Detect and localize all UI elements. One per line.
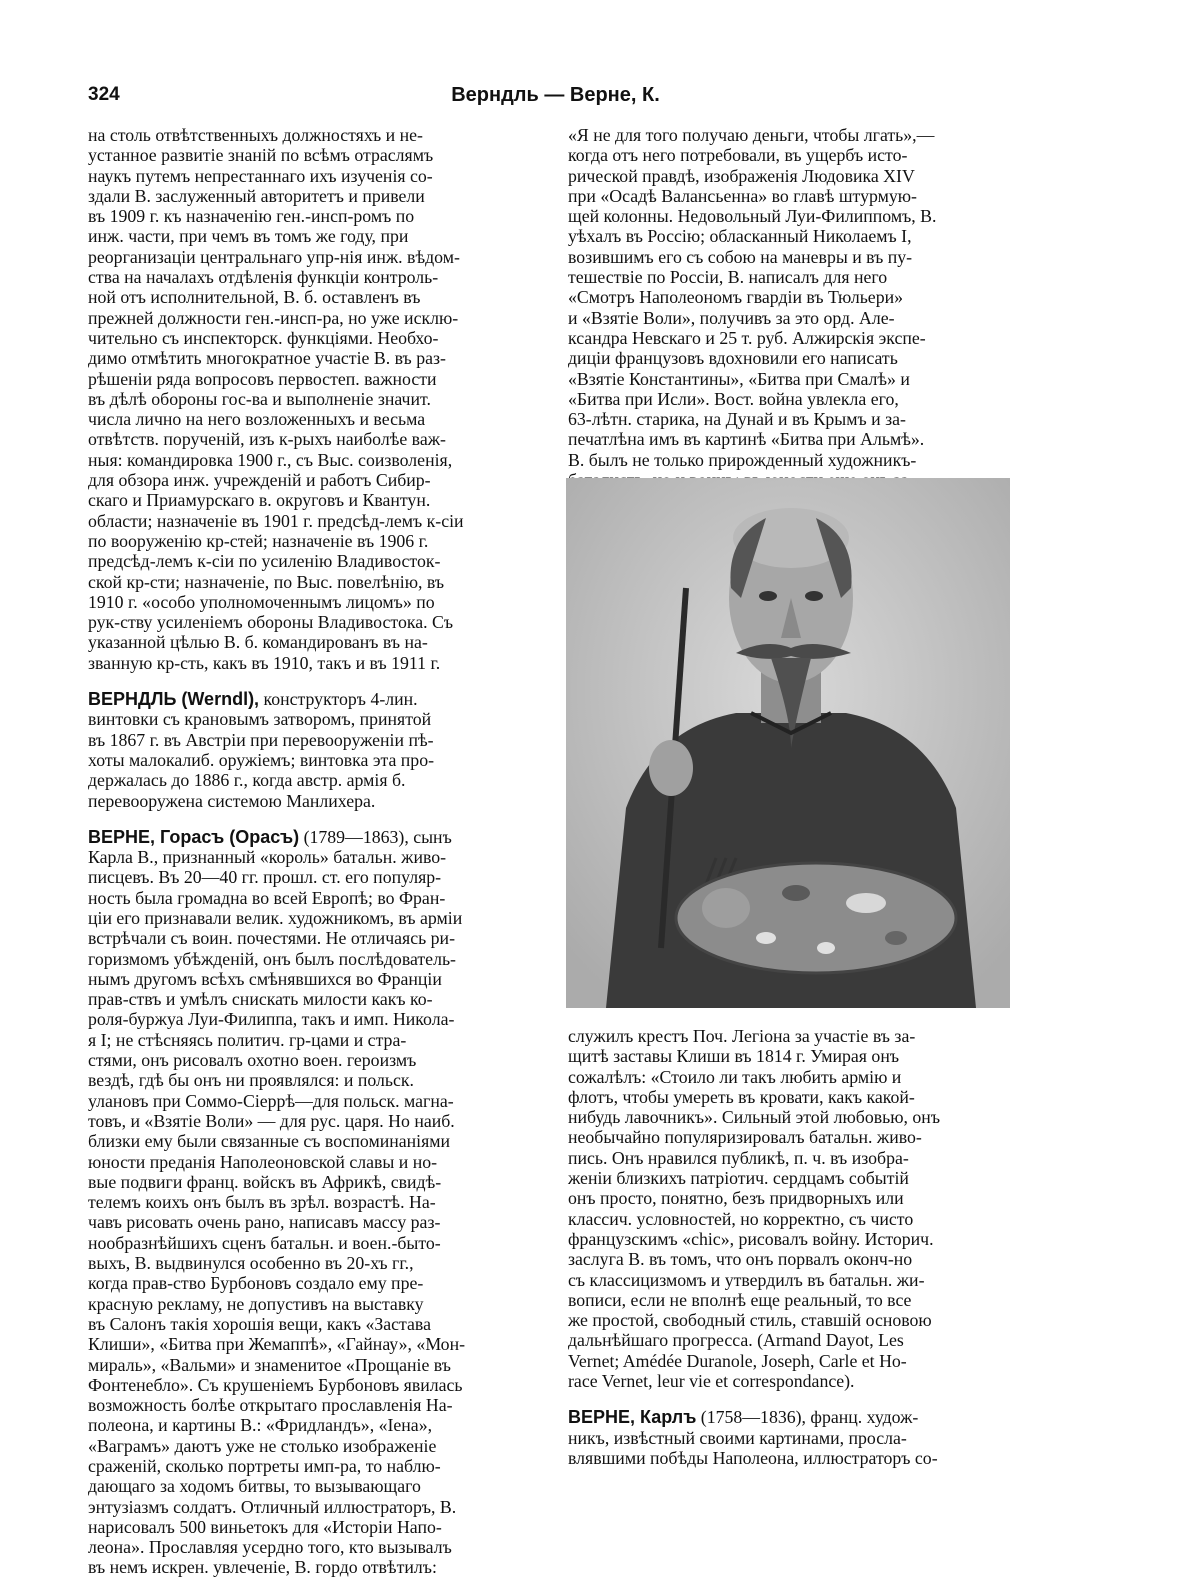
text-line: близки ему были связанные съ воспоминаніями <box>88 1131 451 1152</box>
text-line: когда отъ него потребовали, въ ущербъ исто- <box>568 145 908 166</box>
text-line: званную кр-сть, какъ въ 1910, такъ и въ 1911 г. <box>88 652 441 673</box>
text-line: димо отмѣтить многократное участіе В. въ раз- <box>88 348 446 369</box>
text-line: вописи, если не вполнѣ еще реальный, то все <box>568 1289 912 1310</box>
text-line: прав-ствъ и умѣлъ снискать милости какъ ко- <box>88 989 433 1010</box>
text-line: тешествіе по Россіи, В. написалъ для него <box>568 267 888 288</box>
text-line: чавъ рисовать очень рано, написавъ массу раз- <box>88 1212 441 1233</box>
text-line: здали В. заслуженный авторитетъ и привели <box>88 185 425 206</box>
text-line: леона». Прославляя усердно того, кто вызывалъ <box>88 1537 452 1558</box>
text-line: телемъ коихъ онъ былъ въ зрѣл. возрастѣ. На- <box>88 1192 436 1213</box>
text-line: «Смотръ Наполеономъ гвардіи въ Тюльери» <box>568 287 903 308</box>
text-line: устанное развитіе знаній по всѣмъ отраслямъ <box>88 145 434 166</box>
right-column-top <box>568 125 1023 490</box>
text-line: юности преданія Наполеоновской славы и но- <box>88 1151 438 1172</box>
text-line: возившимъ его съ собою на маневры и въ пу- <box>568 246 913 267</box>
text-line: реорганизаціи центральнаго упр-нія инж. вѣдом- <box>88 246 460 267</box>
text-line: горизмомъ убѣжденій, онъ былъ послѣдователь- <box>88 948 456 969</box>
text-line: щитѣ заставы Клиши въ 1814 г. Умирая онъ <box>568 1046 900 1067</box>
text-line: я I; не стѣсняясь политич. гр-цами и стра- <box>88 1029 407 1050</box>
text-line: для обзора инж. учрежденій и работъ Сибир- <box>88 470 431 491</box>
text-line: служилъ крестъ Поч. Легіона за участіе въ за- <box>568 1026 916 1046</box>
text-line: выхъ, В. выдвинулся особенно въ 20-хъ гг., <box>88 1253 414 1274</box>
text-line: ксандра Невскаго и 25 т. руб. Алжирскія экспе- <box>568 327 926 348</box>
text-line: при «Осадѣ Валансьенна» во главѣ штурмую- <box>568 185 917 206</box>
text-line: дающаго за ходомъ битвы, то вызывающаго <box>88 1476 421 1497</box>
text-line: «Я не для того получаю деньги, чтобы лгать»,— <box>568 125 935 145</box>
text-line: ской кр-сти; назначеніе, по Выс. повелѣнію, въ <box>88 571 445 592</box>
text-line: 63-лѣтн. старика, на Дунай и въ Крымъ и за- <box>568 409 906 430</box>
portrait-engraving-icon <box>566 478 1010 1008</box>
text-line: «Ваграмъ» даютъ уже не столько изображеніе <box>88 1435 437 1456</box>
text-line: необычайно популяризировалъ батальн. живо- <box>568 1127 922 1148</box>
text-line: сожалѣлъ: «Стоило ли такъ любить армію и <box>568 1066 902 1087</box>
text-line: дальнѣйшаго прогресса. (Armand Dayot, Les <box>568 1330 904 1351</box>
text-line: флотъ, чтобы умереть въ кровати, какъ какой- <box>568 1086 915 1107</box>
text-line: Клиши», «Битва при Жемаппѣ», «Гайнау», «Мон- <box>88 1334 466 1355</box>
text-line: въ дѣлѣ обороны гос-ва и выполненіе значит. <box>88 388 431 409</box>
running-head: Верндль — Верне, К. <box>451 84 660 106</box>
text-line: отвѣтств. порученій, изъ к-рыхъ наиболѣе важ- <box>88 429 446 450</box>
text-line: улановъ при Соммо-Сіеррѣ—для польск. магна- <box>88 1090 454 1111</box>
text-line: стями, онъ рисовалъ охотно воен. героизмъ <box>88 1050 417 1071</box>
text-line: области; назначеніе въ 1901 г. предсѣд-лемъ к-сіи <box>88 510 464 531</box>
text-line: энтузіазмъ солдатъ. Отличный иллюстраторъ, В. <box>88 1496 457 1517</box>
text-line: никъ, извѣстный своими картинами, просла- <box>568 1427 907 1448</box>
text-line: и «Взятіе Воли», получивъ за это орд. Але- <box>568 307 895 328</box>
text-line: перевооружена системою Манлихера. <box>88 790 376 811</box>
text-line: заслуга В. въ томъ, что онъ порвалъ оконч-но <box>568 1249 913 1270</box>
text-line: Vernet; Amédée Duranole, Joseph, Carle et Ho- <box>568 1350 907 1371</box>
text-line: уѣхалъ въ Россію; обласканный Николаемъ I, <box>568 226 912 247</box>
left-column <box>88 125 538 1578</box>
text-line: наукъ путемъ непрестаннаго ихъ изученія со- <box>88 165 433 186</box>
text-line: держалась до 1886 г., когда австр. армія б. <box>88 770 406 791</box>
text-line: французскимъ «chic», рисовалъ войну. Историч. <box>568 1228 934 1249</box>
text-line: Фонтенебло». Съ крушеніемъ Бурбоновъ явилась <box>88 1374 463 1395</box>
text-line: вые подвиги франц. войскъ въ Африкѣ, свидѣ- <box>88 1171 442 1192</box>
text-line: мираль», «Вальми» и знаменитое «Прощаніе въ <box>88 1354 451 1375</box>
text-line: ной отъ исполнительной, В. б. оставленъ въ <box>88 287 421 308</box>
entry-headword: ВЕРНДЛЬ (Werndl), <box>88 689 260 710</box>
text-line: предсѣд-лемъ к-сіи по усиленію Владивосток- <box>88 551 441 572</box>
entry-headword: ВЕРНЕ, Горасъ (Орасъ) <box>88 826 300 847</box>
text-line: сраженій, сколько портреты имп-ра, то наблю- <box>88 1456 441 1476</box>
text-line: пись. Онъ нравился публикѣ, п. ч. въ изобра- <box>568 1147 909 1168</box>
text-line: въ Салонъ такія хорошія вещи, какъ «Застава <box>88 1313 431 1334</box>
text-line: рѣшеніи ряда вопросовъ первостеп. важности <box>88 368 437 389</box>
paragraph-gap <box>568 1391 1023 1407</box>
text-line: хоты малокалиб. оружіемъ; винтовка эта про- <box>88 749 435 770</box>
text-line: же простой, свободный стиль, ставшій основою <box>568 1310 932 1331</box>
text-line: чительно съ инспекторск. функціями. Необхо- <box>88 327 439 348</box>
paragraph-gap <box>88 811 538 827</box>
text-line: съ классицизмомъ и утвердилъ въ батальн. жи- <box>568 1269 925 1290</box>
entry-first-line <box>88 689 538 709</box>
text-line: 1910 г. «особо уполномоченнымъ лицомъ» по <box>88 591 435 612</box>
text-line: влявшими побѣды Наполеона, иллюстраторъ со- <box>568 1447 938 1468</box>
text-line: въ 1909 г. къ назначенію ген.-инсп-ромъ по <box>88 206 415 227</box>
text-line: красную рекламу, не допустивъ на выставку <box>88 1293 424 1314</box>
text-line: вездѣ, гдѣ бы онъ ни проявлялся: и польск. <box>88 1070 414 1091</box>
page-number: 324 <box>88 84 120 105</box>
text-line: классич. условностей, но корректно, съ чисто <box>568 1208 914 1229</box>
text-line: печатлѣна имъ въ картинѣ «Битва при Альмѣ». <box>568 429 925 450</box>
text-line: онъ просто, понятно, безъ придворныхъ или <box>568 1188 904 1209</box>
text-line: Карла В., признанный «король» батальн. живо- <box>88 847 447 868</box>
text-line: на столь отвѣтственныхъ должностяхъ и не- <box>88 125 423 145</box>
text-line: роля-буржуа Луи-Филиппа, такъ и имп. Никола- <box>88 1009 455 1030</box>
text-line: race Vernet, leur vie et correspondance). <box>568 1371 855 1392</box>
text-line: скаго и Приамурскаго в. округовъ и Квантун. <box>88 490 431 511</box>
entry-headword: ВЕРНЕ, Карлъ <box>568 1407 697 1428</box>
entry-text: (1789—1863), сынъ <box>299 826 452 847</box>
text-line: инж. части, при чемъ въ томъ же году, при <box>88 226 409 247</box>
text-line: нарисовалъ 500 виньетокъ для «Исторіи Напо- <box>88 1516 442 1537</box>
text-line: рук-ству усиленіемъ обороны Владивостока. Съ <box>88 612 454 633</box>
page-header <box>88 84 1023 114</box>
entry-text: (1758—1836), франц. худож- <box>696 1407 919 1428</box>
text-line: «Битва при Исли». Вост. война увлекла его, <box>568 388 899 409</box>
entry-first-line <box>568 1407 1023 1427</box>
text-line: В. былъ не только прирожденный художникъ- <box>568 449 917 470</box>
text-line: писцевъ. Въ 20—40 гг. прошл. ст. его популяр- <box>88 867 442 888</box>
text-line: полеона, и картины В.: «Фридландъ», «Іена», <box>88 1415 433 1436</box>
text-line: «Взятіе Константины», «Битва при Смалѣ» и <box>568 368 910 389</box>
text-line: винтовки съ крановымъ затворомъ, принятой <box>88 709 432 730</box>
right-column-bottom <box>568 1026 1023 1468</box>
text-line: когда прав-ство Бурбоновъ создало ему пре- <box>88 1273 424 1294</box>
text-line: ность была громадна во всей Европѣ; во Фран- <box>88 887 446 908</box>
text-line: женіи близкихъ патріотич. сердцамъ событій <box>568 1168 909 1189</box>
text-line: нибудь лавочникъ». Сильный этой любовью, онъ <box>568 1107 941 1128</box>
entry-first-line <box>88 827 538 847</box>
text-line: товъ, и «Взятіе Воли» — для рус. царя. Но наиб. <box>88 1110 455 1131</box>
text-line: указанной цѣлью В. б. командированъ въ на- <box>88 632 428 653</box>
text-line: числа лично на него возложенныхъ и весьма <box>88 409 426 430</box>
entry-text: конструкторъ 4-лин. <box>259 689 418 710</box>
paragraph-gap <box>88 673 538 689</box>
text-line: ства на началахъ отдѣленія функціи контроль- <box>88 267 439 288</box>
text-line: встрѣчали съ воин. почестями. Не отличаясь ри- <box>88 928 455 949</box>
text-line: нымъ другомъ всѣхъ смѣнявшихся во Франціи <box>88 968 442 989</box>
text-line: прежней должности ген.-инсп-ра, но уже исклю- <box>88 307 459 328</box>
text-line: диціи французовъ вдохновили его написать <box>568 348 898 369</box>
text-line: нообразнѣйшихъ сценъ батальн. и воен.-быто- <box>88 1232 441 1253</box>
text-line: въ 1867 г. въ Австріи при перевооруженіи пѣ- <box>88 729 434 750</box>
text-line: ныя: командировка 1900 г., съ Выс. соизволенія, <box>88 449 453 470</box>
text-line: ціи его признавали велик. художникомъ, въ арміи <box>88 907 463 928</box>
text-line: по вооруженію кр-стей; назначеніе въ 1906 г. <box>88 530 429 551</box>
text-line: въ немъ искрен. увлеченіе, В. гордо отвѣтилъ: <box>88 1557 437 1578</box>
text-line: возможность болѣе открытаго прославленія На- <box>88 1395 453 1416</box>
text-line: щей колонны. Недовольный Луи-Филиппомъ, В. <box>568 206 937 227</box>
text-line: рической правдѣ, изображенія Людовика XIV <box>568 165 915 186</box>
